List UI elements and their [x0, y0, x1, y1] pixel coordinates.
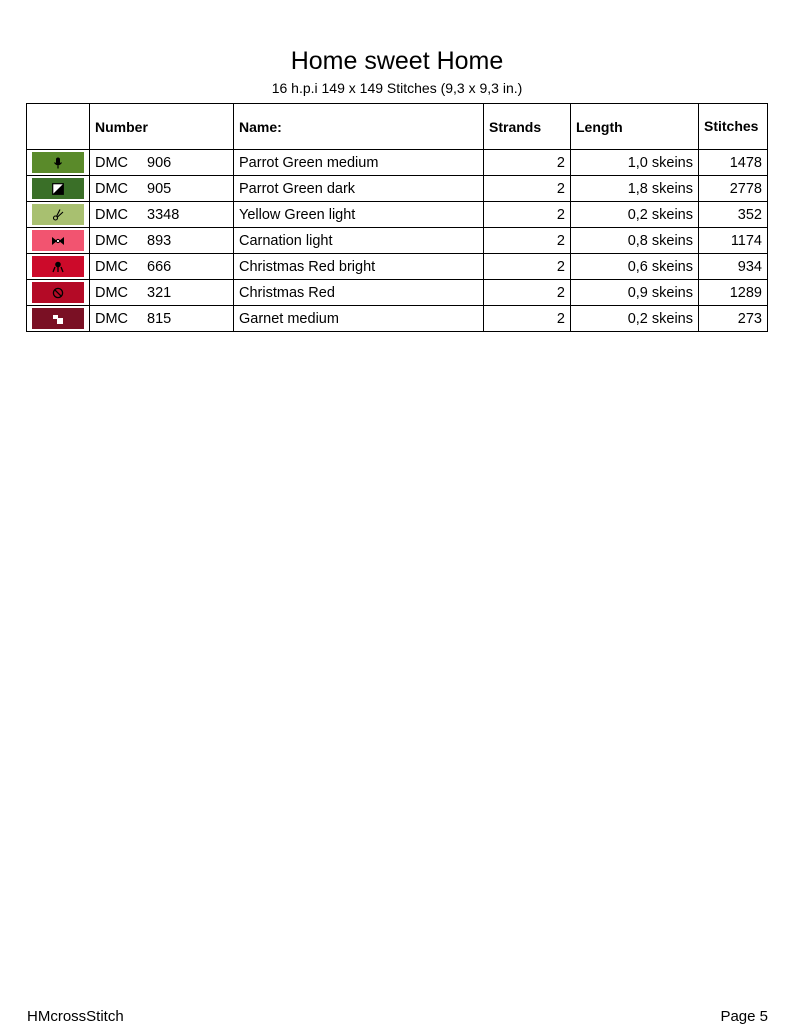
half-square-symbol-icon — [52, 183, 64, 195]
thread-number — [90, 202, 234, 228]
thread-code: 905 — [147, 180, 172, 197]
thread-stitches: 2778 — [699, 176, 768, 202]
thread-name: Christmas Red — [234, 280, 484, 306]
page-title: Home sweet Home — [290, 47, 504, 75]
thread-strands: 2 — [484, 254, 571, 280]
thread-stitches: 1174 — [699, 228, 768, 254]
table-row — [27, 280, 768, 306]
thread-strands: 2 — [484, 280, 571, 306]
thread-strands: 2 — [484, 306, 571, 332]
header-length: Length — [571, 104, 699, 150]
thread-name: Carnation light — [234, 228, 484, 254]
thread-key-table — [26, 103, 768, 332]
thread-code: 906 — [147, 154, 172, 171]
thread-code: 666 — [147, 258, 172, 275]
color-swatch — [32, 204, 84, 225]
scissors-symbol-icon — [52, 209, 64, 221]
table-row — [27, 306, 768, 332]
header-symbol — [27, 104, 90, 150]
thread-strands: 2 — [484, 228, 571, 254]
thread-brand: DMC — [95, 154, 129, 171]
color-swatch-cell — [27, 202, 90, 228]
thread-number — [90, 306, 234, 332]
table-row — [27, 176, 768, 202]
thread-number — [90, 228, 234, 254]
thread-number — [90, 150, 234, 176]
thread-length: 0,2 skeins — [571, 306, 699, 332]
thread-length: 0,2 skeins — [571, 202, 699, 228]
thread-stitches: 1478 — [699, 150, 768, 176]
thread-brand: DMC — [95, 180, 129, 197]
table-row — [27, 202, 768, 228]
color-swatch — [32, 152, 84, 173]
thread-brand: DMC — [95, 258, 129, 275]
thread-code: 893 — [147, 232, 172, 249]
thread-stitches: 352 — [699, 202, 768, 228]
thread-length: 1,8 skeins — [571, 176, 699, 202]
thread-number — [90, 254, 234, 280]
microphone-symbol-icon — [52, 157, 64, 169]
thread-stitches: 934 — [699, 254, 768, 280]
thread-strands: 2 — [484, 150, 571, 176]
color-swatch — [32, 308, 84, 329]
header-strands: Strands — [484, 104, 571, 150]
thread-name: Garnet medium — [234, 306, 484, 332]
thread-code: 321 — [147, 284, 172, 301]
thread-length: 0,6 skeins — [571, 254, 699, 280]
table-row — [27, 254, 768, 280]
thread-strands: 2 — [484, 202, 571, 228]
color-swatch-cell — [27, 150, 90, 176]
header-stitches: Stitches — [699, 104, 768, 150]
page-subtitle: 16 h.p.i 149 x 149 Stitches (9,3 x 9,3 in.) — [271, 80, 523, 96]
corner-square-symbol-icon — [52, 313, 64, 325]
thread-name: Christmas Red bright — [234, 254, 484, 280]
color-swatch-cell — [27, 176, 90, 202]
thread-brand: DMC — [95, 232, 129, 249]
thread-length: 1,0 skeins — [571, 150, 699, 176]
thread-code: 815 — [147, 310, 172, 327]
thread-stitches: 1289 — [699, 280, 768, 306]
thread-length: 0,9 skeins — [571, 280, 699, 306]
color-swatch — [32, 256, 84, 277]
color-swatch-cell — [27, 228, 90, 254]
color-swatch-cell — [27, 280, 90, 306]
thread-brand: DMC — [95, 206, 129, 223]
color-swatch — [32, 282, 84, 303]
header-number: Number — [90, 104, 234, 150]
footer-app-name: HMcrossStitch — [27, 1008, 124, 1025]
color-swatch-cell — [27, 254, 90, 280]
thread-name: Parrot Green medium — [234, 150, 484, 176]
footer-page-number: Page 5 — [720, 1008, 768, 1025]
color-swatch — [32, 230, 84, 251]
thread-brand: DMC — [95, 284, 129, 301]
color-swatch-cell — [27, 306, 90, 332]
thread-number — [90, 280, 234, 306]
thread-name: Yellow Green light — [234, 202, 484, 228]
thread-code: 3348 — [147, 206, 180, 223]
figure-symbol-icon — [52, 261, 64, 273]
table-row — [27, 228, 768, 254]
color-swatch — [32, 178, 84, 199]
table-header-row — [27, 104, 768, 150]
thread-brand: DMC — [95, 310, 129, 327]
thread-stitches: 273 — [699, 306, 768, 332]
table-row — [27, 150, 768, 176]
thread-number — [90, 176, 234, 202]
no-sign-symbol-icon — [52, 287, 64, 299]
thread-strands: 2 — [484, 176, 571, 202]
thread-name: Parrot Green dark — [234, 176, 484, 202]
bowtie-symbol-icon — [51, 235, 65, 247]
thread-length: 0,8 skeins — [571, 228, 699, 254]
header-name: Name: — [234, 104, 484, 150]
